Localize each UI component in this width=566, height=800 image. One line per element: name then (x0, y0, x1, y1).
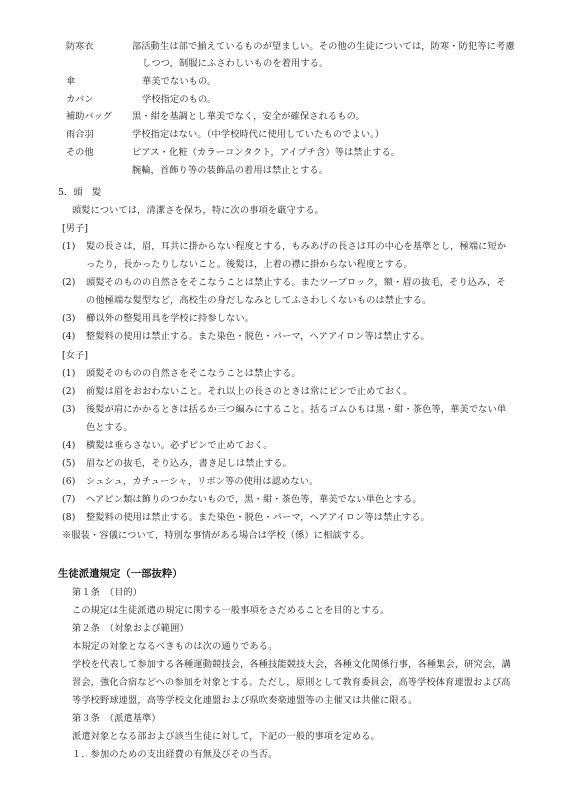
list-number: (3) (62, 313, 76, 324)
article-heading: 第１条 （目的） (72, 587, 143, 598)
article-text: 派遣対象となる部および該当生徒に対して，下記の一般的事項を定める。 (72, 731, 380, 742)
list-number: (6) (62, 476, 76, 487)
article-text: １．参加のための支出経費の有無及びその当否。 (72, 749, 278, 760)
article-text: 等学校野球連盟，高等学校文化連盟および県吹奏楽連盟等の主催又は共催に限る。 (72, 695, 418, 706)
list-item: 髪の長さは，眉，耳共に掛からない程度とする，もみあげの長さは耳の中心を基準とし，極端に短か (86, 241, 507, 252)
clothing-text: 部活動生は部で揃えているものが望ましい。その他の生徒については，防寒・防犯等に考慮 (132, 41, 515, 52)
clothing-label-umbrella: 傘 (66, 76, 76, 87)
list-item: 櫛以外の整髪用具を学校に持参しない。 (86, 313, 255, 324)
clothing-label-coat: 防寒衣 (66, 41, 94, 52)
list-number: (5) (62, 458, 76, 469)
article-heading: 第３条 （派遣基準） (72, 713, 161, 724)
clothing-text: 学校指定のもの。 (142, 94, 217, 105)
clothing-label-bag: カバン (66, 94, 94, 105)
list-number: (1) (62, 368, 76, 379)
list-item: 眉などの抜毛，そり込み，書き足しは禁止する。 (86, 458, 292, 469)
list-number: (4) (62, 440, 76, 451)
clothing-text: 黒・紺を基調とし華美でなく，安全が確保されるもの。 (132, 111, 365, 122)
list-item: 頭髪そのものの自然さをそこなうことは禁止する。 (86, 368, 301, 379)
hair-note: ※服装・容儀について，特別な事情がある場合は学校（係）に相談する。 (62, 530, 370, 541)
clothing-text: ピアス・化粧（カラーコンタクト，アイプチ含）等は禁止する。 (132, 147, 401, 158)
article-text: 本規定の対象となるべきものは次の通りである。 (72, 641, 278, 652)
list-item: の他極端な髪型など，高校生の身だしなみとしてふさわしくないものは禁止する。 (86, 295, 432, 306)
clothing-text: 学校指定はない。（中学校時代に使用していたものでよい。） (132, 129, 385, 140)
list-item: 整髪料の使用は禁止する。また染色・脱色・パーマ，ヘアアイロン等は禁止する。 (86, 512, 430, 523)
list-number: (3) (62, 404, 76, 415)
list-number: (2) (62, 386, 76, 397)
section-title: 生徒派遣規定（一部抜粋） (58, 568, 183, 580)
clothing-text: 腕輪，首飾り等の装飾品の着用は禁止とする。 (132, 165, 329, 176)
article-text: 習会，強化合宿などへの参加を対象とする。ただし，原則として教育委員会，高等学校体育連盟および高 (72, 677, 511, 688)
hair-intro: 頭髪については，清潔さを保ち，特に次の事項を厳守する。 (72, 205, 324, 216)
list-item: 整髪料の使用は禁止する。また染色・脱色・パーマ，ヘアアイロン等は禁止する。 (86, 331, 430, 342)
clothing-label-other: その他 (66, 147, 94, 158)
clothing-text: 華美でないもの。 (142, 76, 217, 87)
male-label: [男子] (62, 223, 89, 234)
list-number: (7) (62, 494, 76, 505)
list-number: (4) (62, 331, 76, 342)
list-item: シュシュ，カチューシャ，リボン等の使用は認めない。 (86, 476, 319, 487)
list-item: 前髪は眉をおおわないこと。それ以上の長さのときは常にピンで止めておく。 (86, 386, 413, 397)
female-label: [女子] (62, 350, 89, 361)
list-item: ったり，長かったりしないこと。後髪は，上着の襟に掛からない程度とする。 (86, 259, 413, 270)
list-number: (2) (62, 277, 76, 288)
list-number: (1) (62, 241, 76, 252)
list-item: 後髪が肩にかかるときは括るか三つ編みにすること。括るゴムひもは黒・紺・茶色等，華美でない単 (86, 404, 507, 415)
hair-heading: 5．頭 髪 (58, 187, 102, 198)
article-text: この規定は生徒派遣の規定に関する一般事項をさだめることを目的とする。 (72, 605, 390, 616)
list-item: 横髪は垂らさない。必ずピンで止めておく。 (86, 440, 273, 451)
list-item: 色とする。 (86, 422, 133, 433)
article-heading: 第２条 （対象および範囲） (72, 623, 189, 634)
clothing-text: しつつ，制服にふさわしいものを着用する。 (142, 58, 329, 69)
clothing-label-subbag: 補助バッグ (66, 111, 112, 122)
list-item: 頭髪そのものの自然さをそこなうことは禁止する。またツーブロック，額・眉の抜毛，そり込み，そ (86, 277, 506, 288)
list-number: (8) (62, 512, 76, 523)
clothing-label-raincoat: 雨合羽 (66, 129, 94, 140)
article-text: 学校を代表して参加する各種運動競技会，各種技能競技大会，各種文化関係行事，各種集会，研究会，講 (72, 659, 511, 670)
list-item: ヘアピン類は飾りのつかないもので，黒・紺・茶色等，華美でない単色とする。 (86, 494, 422, 505)
